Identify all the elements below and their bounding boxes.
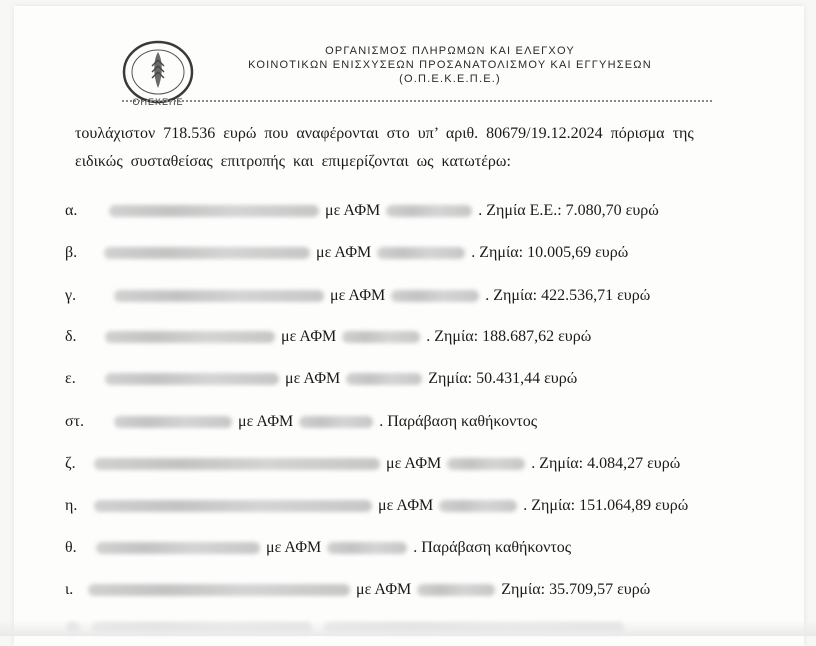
redacted-name [104, 247, 310, 259]
redacted-afm [439, 500, 517, 512]
redacted-afm [327, 542, 407, 554]
item-marker: δ. [65, 328, 77, 345]
item-detail: . Ζημία: 4.084,27 ευρώ [531, 455, 681, 472]
intro-line-1: τουλάχιστον 718.536 ευρώ που αναφέρονται στο υπ’ αριθ. 80679/19.12.2024 πόρισμα της [75, 125, 694, 142]
redacted-afm [299, 416, 373, 428]
org-line-1: ΟΡΓΑΝΙΣΜΟΣ ΠΛΗΡΩΜΩΝ ΚΑΙ ΕΛΕΓΧΟΥ [325, 45, 575, 57]
org-line-3: (Ο.Π.Ε.Κ.Ε.Π.Ε.) [399, 73, 501, 85]
intro-line-2: ειδικώς συσταθείσας επιτροπής και επιμερίζονται ως κατωτέρω: [75, 153, 511, 170]
afm-label: με ΑΦΜ [285, 370, 341, 387]
item-marker: θ. [65, 539, 77, 556]
list-item [82, 581, 650, 599]
item-marker: η. [65, 497, 78, 514]
item-detail: Ζημία: 35.709,57 ευρώ [501, 581, 651, 598]
list-item [90, 539, 571, 557]
redacted-afm [377, 247, 465, 259]
afm-label: με ΑΦΜ [281, 328, 337, 345]
afm-label: με ΑΦΜ [325, 202, 381, 219]
intro-paragraph [75, 120, 775, 176]
list-item [108, 413, 537, 431]
redacted-name [96, 542, 260, 554]
list-item [88, 455, 680, 473]
afm-label: με ΑΦΜ [266, 539, 322, 556]
item-detail: . Ζημία: 10.005,69 ευρώ [471, 244, 629, 261]
organization-header [200, 44, 700, 86]
redacted-afm [417, 584, 495, 596]
org-line-2: ΚΟΙΝΟΤΙΚΩΝ ΕΝΙΣΧΥΣΕΩΝ ΠΡΟΣΑΝΑΤΟΛΙΣΜΟΥ ΚΑΙ ΕΓΓΥΗΣΕΩΝ [248, 59, 652, 71]
list-item [99, 370, 577, 388]
page-bottom-edge [0, 620, 816, 636]
item-marker: α. [65, 202, 78, 219]
item-detail: . Ζημία: 188.687,62 ευρώ [426, 328, 592, 345]
list-item [88, 497, 688, 515]
redacted-afm [346, 373, 422, 385]
item-detail: . Ζημία Ε.Ε.: 7.080,70 ευρώ [478, 202, 659, 219]
afm-label: με ΑΦΜ [330, 287, 386, 304]
redacted-name [114, 290, 324, 302]
item-detail: . Παράβαση καθήκοντος [413, 539, 572, 556]
item-detail: . Ζημία: 422.536,71 ευρώ [485, 287, 651, 304]
item-marker: β. [65, 244, 78, 261]
item-detail: Ζημία: 50.431,44 ευρώ [428, 370, 578, 387]
item-marker: ι. [65, 581, 74, 598]
redacted-name [114, 416, 232, 428]
item-marker: στ. [65, 413, 85, 430]
redacted-name [94, 458, 380, 470]
list-item [99, 328, 591, 346]
item-marker: ζ. [65, 455, 76, 472]
redacted-name [94, 500, 372, 512]
item-detail: . Παράβαση καθήκοντος [379, 413, 538, 430]
list-item [108, 287, 650, 305]
redacted-afm [447, 458, 525, 470]
afm-label: με ΑΦΜ [356, 581, 412, 598]
seal-caption: ΟΠΕΚΕΠΕ [132, 97, 184, 107]
item-detail: . Ζημία: 151.064,89 ευρώ [523, 497, 689, 514]
afm-label: με ΑΦΜ [386, 455, 442, 472]
afm-label: με ΑΦΜ [316, 244, 372, 261]
item-marker: ε. [65, 370, 76, 387]
redacted-afm [391, 290, 479, 302]
list-item [98, 244, 628, 262]
redacted-afm [386, 205, 472, 217]
redacted-name [105, 373, 279, 385]
redacted-name [109, 205, 319, 217]
list-item [103, 202, 659, 220]
afm-label: με ΑΦΜ [378, 497, 434, 514]
header-divider [122, 100, 712, 106]
redacted-name [88, 584, 350, 596]
redacted-afm [342, 331, 420, 343]
item-marker: γ. [65, 287, 77, 304]
redacted-name [105, 331, 275, 343]
afm-label: με ΑΦΜ [238, 413, 294, 430]
